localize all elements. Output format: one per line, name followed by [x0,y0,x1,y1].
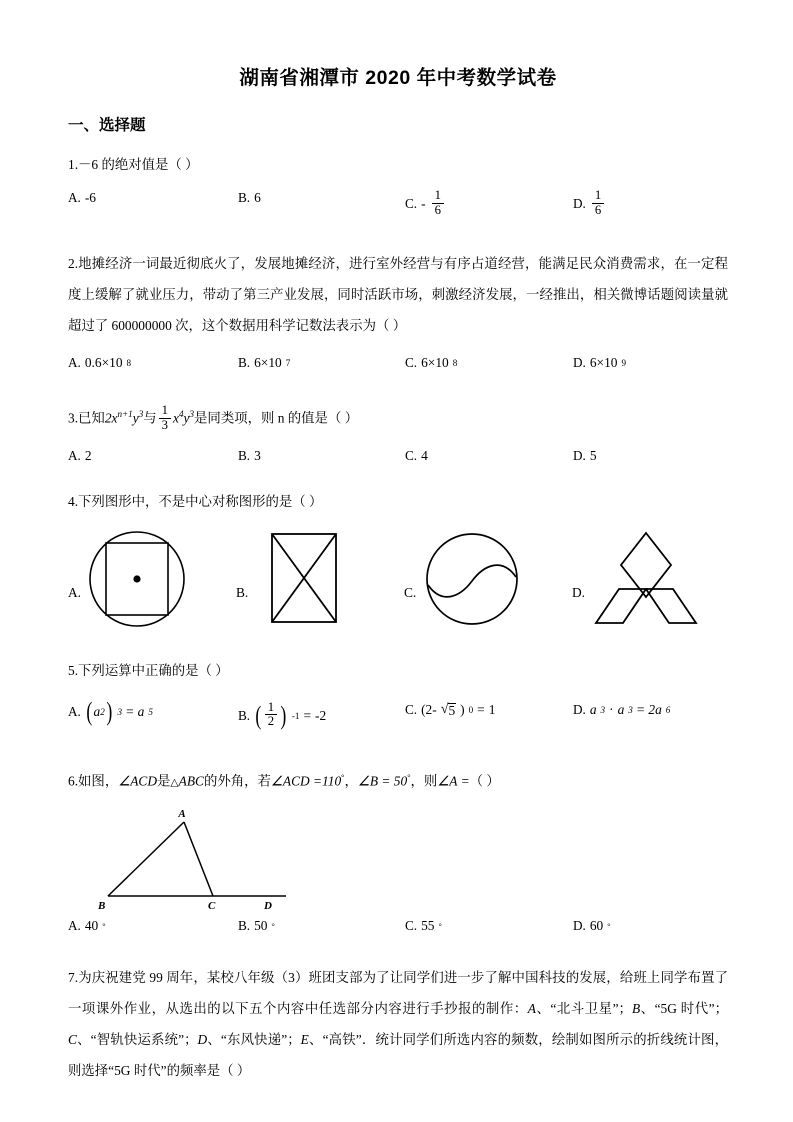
option-6-d-label: D. [573,918,586,934]
option-5-b[interactable] [238,699,327,731]
q5c-equals: = [477,701,485,717]
q6-angle-acd: ∠ACD [118,773,158,789]
option-2-c-exponent: 8 [452,358,458,368]
q5b-exponent: -1 [291,710,300,721]
square-root-icon [441,702,456,719]
q5d-rhs-exponent: 6 [665,704,671,715]
option-5-d[interactable] [573,702,670,718]
option-5-a-label: A. [68,703,81,719]
option-1-a[interactable] [68,190,96,206]
circle-with-s-curve-icon [422,527,522,636]
q7-item-e: E [300,1032,309,1048]
option-3-c-value: 4 [421,447,428,463]
question-5-text: 5.下列运算中正确的是（ ） [68,662,229,678]
option-5-c-label: C. [405,701,418,717]
fraction-numerator: 1 [434,188,441,202]
option-2-b-mantissa: 6×10 [254,355,282,370]
right-paren: ) [280,700,287,730]
option-5-b-label: B. [238,707,251,723]
q7-item-c: C [68,1032,77,1048]
question-3-mid: 与 [143,410,157,426]
option-1-b[interactable] [238,190,261,206]
fraction-one-half [265,701,277,730]
fraction-one-sixth [432,189,444,218]
option-6-a-label: A. [68,918,81,934]
q7-item-b-text: 、 [640,1001,655,1017]
option-3-b-value: 3 [254,447,261,463]
q6-a-equation: ∠A = [437,773,470,789]
q3-expr2-x-exponent: 4 [178,409,184,419]
question-3-text [68,401,728,434]
option-3-d-value: 5 [589,447,597,463]
option-6-b[interactable] [238,918,275,934]
question-5-options [68,696,728,746]
question-3-prefix: 3.已知 [68,410,105,426]
option-2-a-label: A. [68,355,81,370]
q6-comma: ， [344,773,358,789]
option-4-b[interactable] [236,527,354,636]
page-title: 湖南省湘潭市 2020 年中考数学试卷 [239,67,557,89]
q5d-equals: = [636,701,645,717]
question-3-options [68,448,728,474]
q5a-rhs: a [137,703,145,719]
option-1-a-value: -6 [84,190,96,205]
q5d-left2: a [617,701,625,717]
question-7-line-1: 7.为庆祝建党 99 周年，某校八年级（3）班团支部为了让同学们进一步了解中国科技的发展，给班上同学布 [68,970,702,986]
option-1-c-prefix: - [421,196,426,212]
q5d-rhs: 2a [648,701,662,717]
question-3-suffix: 是同类项，则 n 的值是（ ） [194,410,359,426]
fraction-denominator: 6 [592,203,604,218]
q7-item-d: D [197,1032,208,1048]
option-4-d-label: D. [572,585,586,601]
option-6-b-label: B. [238,918,251,934]
option-3-c[interactable] [405,448,428,464]
question-2-options [68,355,728,381]
q5c-lhs: (2- [421,701,437,717]
left-paren: ( [255,700,262,730]
option-2-c-label: C. [405,355,418,370]
q3-expr1-coef: 2 [104,410,112,426]
option-3-b-label: B. [238,447,251,463]
option-6-b-degree: ° [271,921,275,931]
q5c-rhs: 1 [488,701,496,717]
vertex-label-a: A [178,808,186,821]
option-6-c-degree: ° [438,921,442,931]
option-1-c[interactable] [405,190,446,219]
fraction-one-third [159,404,171,433]
q7-item-b: B [631,1001,641,1017]
option-5-a[interactable] [68,696,153,726]
option-1-b-label: B. [238,190,251,205]
q7-item-d-text: 、“东风快递”； [207,1032,301,1048]
question-4-figures [68,527,728,645]
option-3-a[interactable] [68,448,92,464]
q6-answer-paren: （ ） [469,773,500,789]
right-paren: ) [106,696,113,726]
option-2-d-mantissa: 6×10 [589,355,618,370]
option-4-a[interactable] [68,527,187,636]
q5d-left2-exponent: 3 [628,704,633,715]
question-7-text [68,962,728,1086]
fraction-denominator: 3 [159,418,171,433]
option-1-b-value: 6 [254,190,261,205]
option-2-b-exponent: 7 [285,358,291,368]
q7-item-b2: “5G 时代”； [654,1001,729,1017]
q5d-left1: a [589,701,597,717]
question-6-options [68,918,728,944]
option-2-c[interactable] [405,355,457,371]
question-7-line-4-post: 的频率是（ ） [166,1063,251,1079]
option-1-d[interactable] [573,190,606,219]
option-6-a-degree: ° [102,921,106,931]
fraction-denominator: 6 [432,203,444,218]
q5d-dot: · [609,701,614,717]
radicand: 5 [448,703,456,719]
q5b-rhs: -2 [315,707,327,723]
q5b-equals: = [303,707,312,723]
q3-expr2-y: y [183,410,190,426]
parenthesized-power [85,696,114,726]
fraction-denominator: 2 [265,714,277,729]
question-6-figure [68,804,728,916]
option-6-c-value: 55 [421,918,435,934]
vertex-label-d: D [264,900,272,913]
q7-item-a: A [527,1001,536,1017]
q6-acd-equation: ∠ACD =110 [270,773,342,789]
option-5-c[interactable] [405,702,495,719]
q3-expr1-x: x [111,410,118,426]
option-2-a-mantissa: 0.6×10 [84,355,123,370]
option-6-d[interactable] [573,918,611,934]
question-7-line-4-pre: 绘制如图所示的折线统计图，则选择 [68,1032,729,1079]
question-1-text: 1.－6 的绝对值是（ ） [68,157,199,172]
question-1-options [68,190,728,234]
question-2-text: 2.地摊经济一词最近彻底火了，发展地摊经济，进行室外经营与有序占道经营，能满足民众消费需求，在一定程度上缓解了就业压力，带动了第三产业发展，同时活跃市场，刺激经济发展，一经推出，相关微博话题阅读量就超过了 600000000 次，这个数据用科学记数法表示为（ ） [68,256,728,333]
option-2-a-exponent: 8 [126,358,132,368]
option-4-b-label: B. [236,585,249,601]
option-4-c[interactable] [404,527,522,636]
parenthesized-fraction [254,699,288,731]
vertex-label-b: B [98,900,106,913]
question-6-text [68,762,728,798]
q3-expr1-y: y [132,410,139,426]
q5a-base: a [93,703,101,719]
page-content [68,0,728,1086]
q3-expr2-y-exponent: 3 [189,409,195,419]
q5c-exponent: 0 [468,704,474,715]
circle-with-inscribed-square-and-center-dot-icon [87,527,187,636]
option-2-b[interactable] [238,355,290,371]
question-4-text: 4.下列图形中，不是中心对称图形的是（ ） [68,493,323,509]
q5d-left1-exponent: 3 [600,704,606,715]
option-6-b-value: 50 [254,918,268,934]
q5c-close-paren: ) [460,701,465,717]
question-7-line-4-term: “5G 时代” [108,1063,167,1079]
triangle-symbol-icon: △ [170,776,179,789]
option-4-a-label: A. [68,585,82,601]
question-6-prefix: 6.如图， [68,773,119,789]
option-3-d-label: D. [573,447,586,463]
option-6-c-label: C. [405,918,418,934]
q6-is: 是 [157,773,171,789]
option-3-a-value: 2 [84,447,92,463]
option-3-c-label: C. [405,447,418,463]
fraction-numerator: 1 [267,699,275,714]
rectangle-with-diagonals-icon [254,527,354,636]
q5a-outer-exponent: 3 [117,706,123,717]
q6-triangle-abc: ABC [178,773,204,789]
radical-sign: √ [440,700,449,717]
option-6-d-degree: ° [607,921,611,931]
option-1-c-label: C. [405,196,418,212]
section-heading: 一、选择题 [68,117,146,134]
option-2-d-label: D. [573,355,586,370]
three-rhombus-pinwheel-icon [591,527,701,636]
vertex-label-c: C [208,900,216,913]
option-4-c-label: C. [404,585,417,601]
option-2-d-exponent: 9 [621,358,627,368]
option-2-b-label: B. [238,355,251,370]
option-3-b[interactable] [238,448,261,464]
option-1-d-label: D. [573,196,586,212]
option-1-a-label: A. [68,190,81,205]
option-2-a[interactable] [68,355,131,371]
q5a-rhs-exponent: 5 [148,706,153,717]
option-6-c[interactable] [405,918,442,934]
fraction-numerator: 1 [594,188,602,202]
q5a-inner-exponent: 2 [100,706,105,717]
option-2-c-mantissa: 6×10 [421,355,449,370]
option-5-d-label: D. [573,701,586,717]
q6-degree-2: ° [407,772,411,782]
q3-expr2-x: x [173,410,179,426]
q5a-equals: = [126,703,134,719]
q3-expr1-y-exponent: 3 [138,409,144,419]
option-6-d-value: 60 [589,918,604,934]
q6-exterior: 的外角，若 [203,773,271,789]
q6-degree-1: ° [341,772,345,782]
q7-item-e-text: 、“高铁”．统计同学们所选内容的频数， [308,1032,552,1048]
q7-item-a-text: 、“北斗卫星”； [535,1001,632,1017]
option-6-a-value: 40 [84,918,99,934]
q7-item-c-text: 、“智轨快运系统”； [76,1032,198,1048]
q6-b-equation: ∠B = 50 [357,773,408,789]
q6-then: ，则 [410,773,438,789]
left-paren: ( [86,696,93,726]
fraction-numerator: 1 [161,403,169,418]
question-7-line-2-pre: 置了一项课外作业，从选出的以下五个内容中任选部分内容进行手抄报的制作： [68,970,729,1017]
option-6-a[interactable] [68,918,106,934]
option-3-a-label: A. [68,447,81,463]
option-3-d[interactable] [573,448,597,464]
q3-expr1-x-exponent: n+1 [117,409,133,419]
option-2-d[interactable] [573,355,626,371]
option-4-d[interactable] [572,527,701,636]
fraction-one-sixth [592,189,604,218]
